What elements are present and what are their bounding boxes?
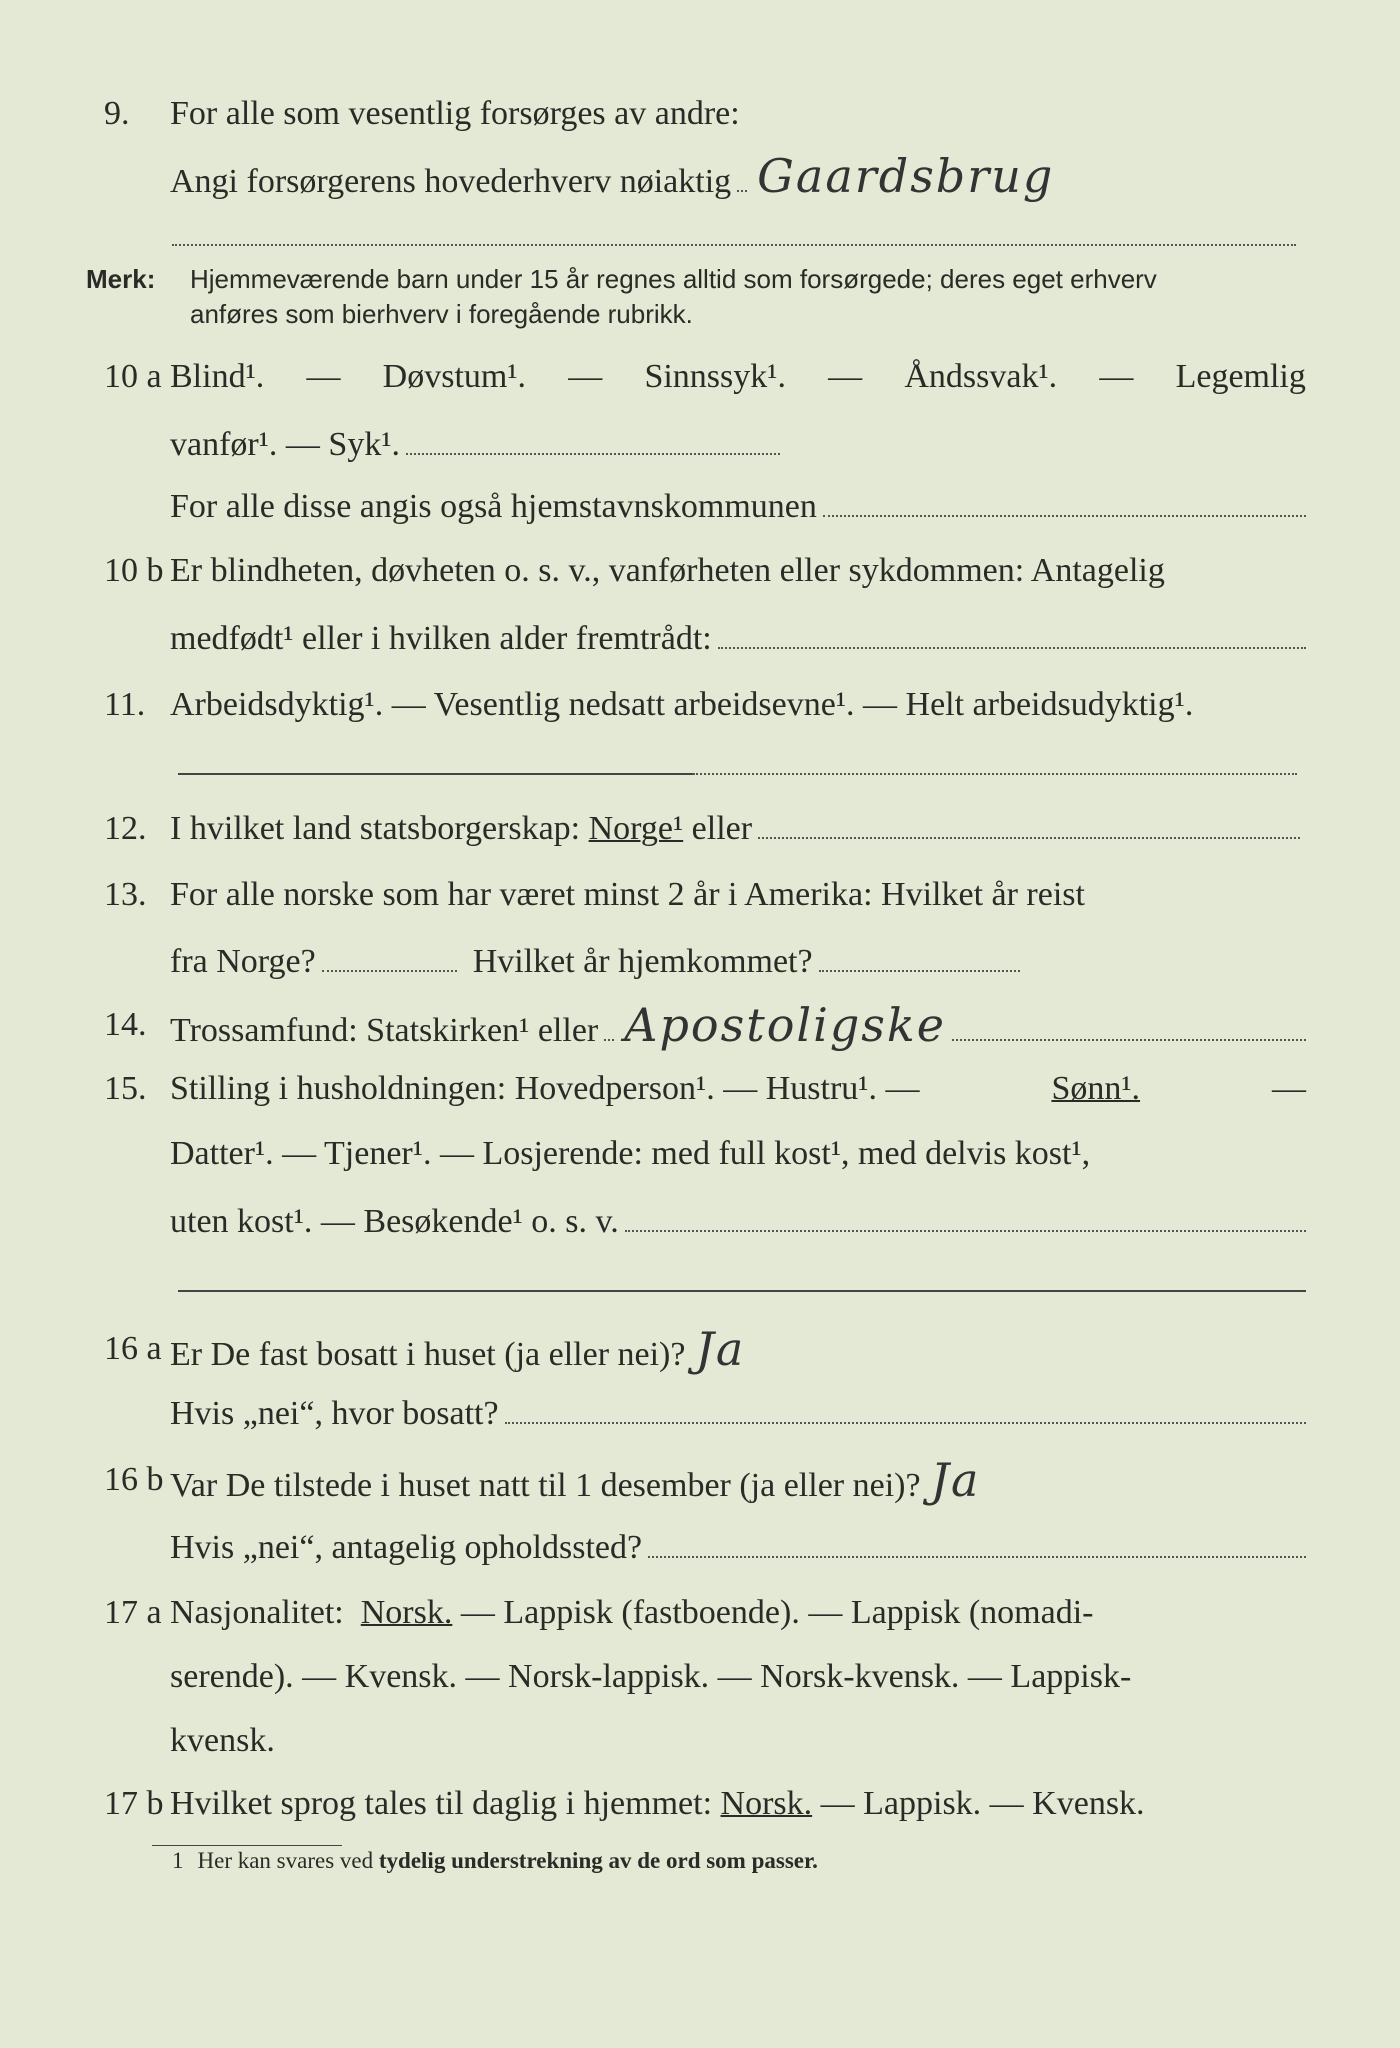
q17b-underlined-norsk: Norsk. (720, 1785, 813, 1822)
q17b-label: Hvilket sprog tales til daglig i hjemmet: (170, 1785, 713, 1822)
q13-line1: For alle norske som har været minst 2 år i Amerika: Hvilket år reist (170, 876, 1085, 913)
q13-fra-norge: fra Norge? (170, 943, 316, 980)
dotted-line (604, 1015, 614, 1041)
opt-blind: Blind¹. (170, 358, 265, 395)
q16b-opholdssted-label: Hvis „nei“, antagelig opholdssted? (170, 1529, 643, 1566)
q15-underlined-sonn: Sønn¹. (1051, 1070, 1141, 1107)
q14-number: 14. (104, 1006, 147, 1043)
q12-label: I hvilket land statsborgerskap: (170, 810, 581, 847)
footnote-text: Her kan svares ved (197, 1848, 374, 1873)
q10b-label: medfødt¹ eller i hvilken alder fremtrådt: (170, 620, 712, 657)
footnote-mark: 1 (172, 1848, 184, 1873)
footnote (172, 1848, 818, 1874)
q16b-line1 (170, 1453, 1306, 1507)
q15-line2: Datter¹. — Tjener¹. — Losjerende: med full kost¹, med delvis kost¹, (170, 1135, 1091, 1172)
q16b-number: 16 b (104, 1461, 164, 1498)
dotted-line (693, 773, 1297, 775)
dotted-line (758, 813, 1300, 839)
dash: — (1272, 1070, 1306, 1107)
q16b-answer-handwritten: Ja (930, 1453, 981, 1507)
q16b-line2 (170, 1528, 1306, 1568)
q17a-line1 (170, 1593, 1306, 1633)
dotted-line (648, 1532, 1306, 1558)
opt-andssvak: Åndssvak¹. (904, 358, 1058, 395)
q17a-options: — Lappisk (fastboende). — Lappisk (nomadi- (460, 1594, 1094, 1631)
merk-line2: anføres som bierhverv i foregående rubrikk. (190, 299, 693, 329)
q10b-number: 10 b (104, 552, 164, 589)
q17a-line3: kvensk. (170, 1722, 275, 1759)
dotted-line (819, 946, 1020, 972)
merk-label: Merk: (86, 264, 156, 294)
q15-line1 (170, 1069, 1306, 1109)
q15-options: Stilling i husholdningen: Hovedperson¹. — Hustru¹. — (170, 1070, 920, 1107)
q17a-line2: serende). — Kvensk. — Norsk-lappisk. — Norsk-kvensk. — Lappisk- (170, 1658, 1132, 1695)
q12-number: 12. (104, 810, 147, 847)
footnote-rule (152, 1845, 342, 1846)
q16a-bosatt-label: Hvis „nei“, hvor bosatt? (170, 1395, 499, 1432)
q10a-line3 (170, 487, 1306, 527)
q16a-label: Er De fast bosatt i huset (ja eller nei)? (170, 1336, 686, 1373)
merk-line1: Hjemmeværende barn under 15 år regnes alltid som forsørgede; deres eget erhverv (190, 264, 1157, 294)
q17a-label: Nasjonalitet: (170, 1594, 344, 1631)
q17a-number: 17 a (104, 1594, 162, 1631)
q9-answer-handwritten: Gaardsbrug (757, 149, 1055, 203)
opt-legemlig: Legemlig (1175, 358, 1306, 395)
dash: — (1099, 358, 1134, 395)
q10a-hjemstavn-label: For alle disse angis også hjemstavnskommunen (170, 488, 817, 525)
q13-line2 (170, 942, 1020, 982)
q15-line3 (170, 1202, 1306, 1242)
q14-line (170, 998, 1306, 1052)
q17a-underlined-norsk: Norsk. (360, 1594, 453, 1631)
dotted-line (823, 491, 1306, 517)
q13-number: 13. (104, 876, 147, 913)
q11-number: 11. (104, 686, 146, 723)
q17b-number: 17 b (104, 1785, 164, 1822)
q15-uten-kost: uten kost¹. — Besøkende¹ o. s. v. (170, 1203, 619, 1240)
dotted-line (505, 1398, 1306, 1424)
q12-line (170, 809, 1300, 849)
q10b-line1: Er blindheten, døvheten o. s. v., vanførheten eller sykdommen: Antagelig (170, 552, 1165, 589)
q16b-label: Var De tilstede i huset natt til 1 desember (ja eller nei)? (170, 1467, 921, 1504)
q9-line1: For alle som vesentlig forsørges av andre: (170, 95, 740, 132)
q12-underlined-norge: Norge¹ (588, 810, 684, 847)
q17b-options: — Lappisk. — Kvensk. (820, 1785, 1145, 1822)
q9-number: 9. (104, 95, 130, 132)
q16a-line1 (170, 1322, 1306, 1376)
q11-line1: Arbeidsdyktig¹. — Vesentlig nedsatt arbeidsevne¹. — Helt arbeidsudyktig¹. (170, 686, 1194, 723)
opt-dovstum: Døvstum¹. (382, 358, 527, 395)
dotted-line (952, 1015, 1306, 1041)
dash: — (828, 358, 863, 395)
dotted-line (322, 946, 457, 972)
dotted-line (625, 1206, 1306, 1232)
dash: — (568, 358, 603, 395)
q10b-line2 (170, 619, 1306, 659)
q16a-number: 16 a (104, 1330, 162, 1367)
q9-label: Angi forsørgerens hovederhverv nøiaktig (170, 163, 732, 200)
q13-hjemkommet: Hvilket år hjemkommet? (472, 943, 813, 980)
q10a-line2 (170, 425, 780, 465)
q16a-answer-handwritten: Ja (695, 1322, 746, 1376)
footnote-bold-text: tydelig understrekning av de ord som passer. (378, 1848, 818, 1873)
q14-label: Trossamfund: Statskirken¹ eller (170, 1012, 599, 1049)
q16a-line2 (170, 1394, 1306, 1434)
q12-eller: eller (691, 810, 753, 847)
q9-line2 (170, 149, 1306, 203)
q15-number: 15. (104, 1070, 147, 1107)
dash: — (306, 358, 341, 395)
dotted-line (406, 429, 780, 455)
rule (178, 1290, 1306, 1292)
q10a-line1 (170, 357, 1306, 397)
q14-answer-handwritten: Apostoligske (624, 998, 946, 1052)
dotted-line (172, 244, 1296, 246)
dotted-line (718, 623, 1306, 649)
q10a-number: 10 a (104, 358, 162, 395)
rule (178, 773, 693, 775)
opt-sinnssyk: Sinnssyk¹. (644, 358, 786, 395)
q17b-line (170, 1784, 1306, 1824)
q10a-vanfor-syk: vanfør¹. — Syk¹. (170, 426, 401, 463)
